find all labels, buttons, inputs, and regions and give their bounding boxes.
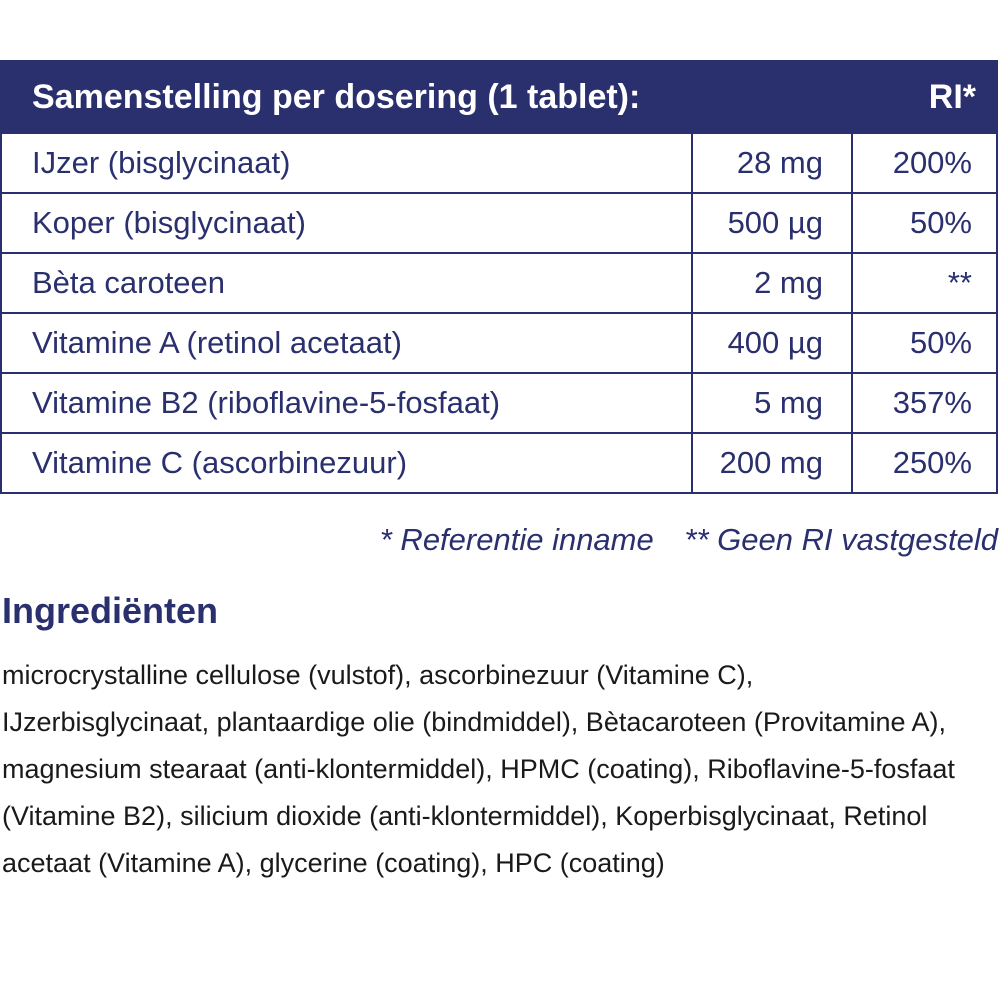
nutrient-name: Bèta caroteen [2,253,692,313]
nutrient-amount: 400 µg [692,313,852,373]
nutrition-table-container [0,60,998,494]
nutrient-amount: 200 mg [692,433,852,492]
table-header-row [2,62,998,133]
nutrient-name: Koper (bisglycinaat) [2,193,692,253]
footnote-no-ri: ** Geen RI vastgesteld [684,522,998,557]
nutrient-name: IJzer (bisglycinaat) [2,133,692,193]
nutrient-name: Vitamine A (retinol acetaat) [2,313,692,373]
nutrient-ri: 50% [852,313,998,373]
nutrient-ri: ** [852,253,998,313]
nutrient-amount: 500 µg [692,193,852,253]
table-row [2,433,998,492]
nutrient-name: Vitamine C (ascorbinezuur) [2,433,692,492]
table-row [2,133,998,193]
footnotes [380,522,998,558]
footnote-ri-reference: * Referentie inname [379,522,654,557]
table-row [2,313,998,373]
table-row [2,253,998,313]
nutrient-amount: 5 mg [692,373,852,433]
ingredients-text: microcrystalline cellulose (vulstof), ascorbinezuur (Vitamine C), IJzerbisglycinaat, plantaardige olie (bindmiddel), Bètacaroteen (Provitamine A), magnesium stearaat (anti-klontermiddel), HPMC (coating), Riboflavine-5-fosfaat (Vitamine B2), silicium dioxide (anti-klontermiddel), Koperbisglycinaat, Retinol acetaat (Vitamine A), glycerine (coating), HPC (coating) [2,660,955,878]
table-row [2,193,998,253]
nutrient-ri: 50% [852,193,998,253]
nutrient-amount: 2 mg [692,253,852,313]
table-header-title: Samenstelling per dosering (1 tablet): [2,62,852,133]
nutrient-amount: 28 mg [692,133,852,193]
table-row [2,373,998,433]
ingredients-title: Ingrediënten [2,590,219,631]
nutrient-ri: 357% [852,373,998,433]
nutrient-ri: 200% [852,133,998,193]
table-header-ri: RI* [852,62,998,133]
nutrient-ri: 250% [852,433,998,492]
nutrient-name: Vitamine B2 (riboflavine-5-fosfaat) [2,373,692,433]
nutrition-table [2,62,998,492]
